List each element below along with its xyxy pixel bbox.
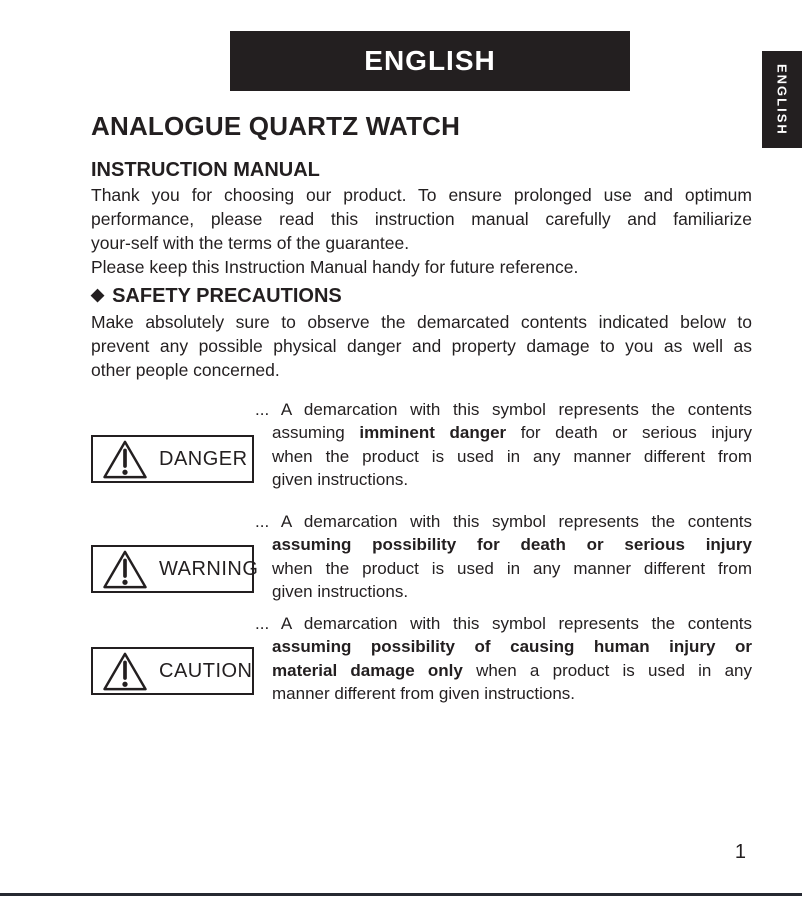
intro-paragraph [91, 183, 752, 279]
text-line: ... A demarcation with this symbol represents the contents [255, 512, 752, 531]
text-line: given instructions. [272, 470, 409, 490]
text-line: assuming imminent danger for death or serious injury [272, 423, 752, 443]
english-banner-label: ENGLISH [364, 45, 496, 76]
warning-triangle-icon [102, 439, 148, 480]
english-side-tab [762, 51, 802, 148]
english-side-tab-label: ENGLISH [774, 63, 790, 136]
warning-description [255, 510, 752, 604]
text-line: performance, please read this instruction manual carefully and familiarize [91, 209, 752, 229]
text-line: material damage only when a product is used in any [272, 660, 752, 680]
danger-box [91, 435, 254, 483]
text-line: your-self with the terms of the guarantee. [91, 233, 410, 253]
diamond-icon: ◆ [91, 285, 105, 304]
text-line: Make absolutely sure to observe the demarcated contents indicated below to [91, 312, 752, 332]
page-number: 1 [734, 841, 746, 863]
instruction-manual-heading: INSTRUCTION MANUAL [91, 159, 320, 181]
safety-precautions-heading-label: SAFETY PRECAUTIONS [112, 285, 342, 307]
danger-description [255, 398, 752, 492]
warning-label: WARNING [159, 557, 259, 580]
english-banner [230, 31, 630, 91]
warning-triangle-icon [102, 549, 148, 590]
text-line: Please keep this Instruction Manual handy for future reference. [91, 257, 579, 277]
caution-box [91, 647, 254, 695]
text-line: manner different from given instructions. [272, 684, 575, 704]
caution-description [255, 612, 752, 706]
text-line: ... A demarcation with this symbol represents the contents [255, 400, 752, 419]
page-title: ANALOGUE QUARTZ WATCH [91, 111, 461, 141]
warning-triangle-icon [102, 651, 148, 692]
text-line: given instructions. [272, 582, 409, 602]
text-line: prevent any possible physical danger and property damage to you as well as [91, 336, 752, 356]
text-line: other people concerned. [91, 360, 280, 380]
safety-precautions-heading [91, 284, 752, 308]
footer-rule [0, 893, 802, 896]
text-line: when the product is used in any manner different from [272, 446, 752, 466]
caution-label: CAUTION [159, 659, 253, 682]
danger-label: DANGER [159, 447, 248, 470]
text-line: assuming possibility of causing human injury or [272, 637, 752, 657]
warning-box [91, 545, 259, 593]
text-line: when the product is used in any manner different from [272, 558, 752, 578]
text-line: Thank you for choosing our product. To ensure prolonged use and optimum [91, 185, 752, 205]
text-line: assuming possibility for death or serious injury [272, 535, 752, 555]
safety-paragraph [91, 310, 752, 382]
text-line: ... A demarcation with this symbol represents the contents [255, 614, 752, 633]
